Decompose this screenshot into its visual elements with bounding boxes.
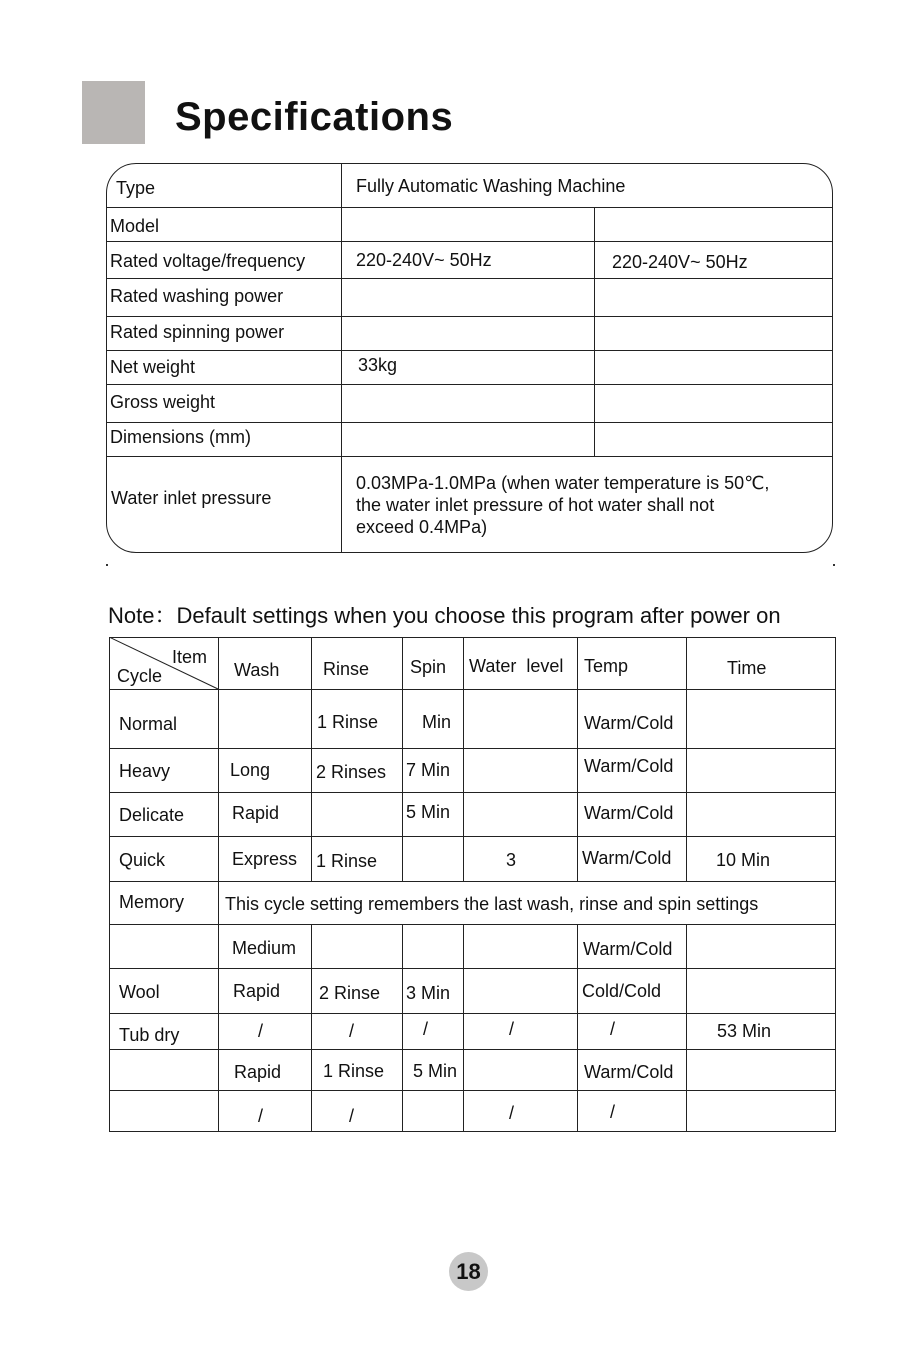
cycle-col-line (463, 637, 464, 882)
cycle-wash: / (258, 1106, 264, 1126)
cycle-name: Normal (119, 714, 178, 734)
cycle-rinse: 2 Rinse (319, 983, 381, 1003)
cycle-col-line (402, 924, 403, 1132)
cycle-spin: 7 Min (406, 760, 451, 780)
cycle-row-line (109, 1049, 836, 1050)
scan-dot (106, 564, 108, 566)
cycle-name: Tub dry (119, 1025, 180, 1045)
col-header-wash: Wash (234, 660, 280, 680)
cycle-row-line (109, 881, 836, 882)
spec-label-dimensions: Dimensions (mm) (110, 427, 252, 447)
cycle-row-line (109, 836, 836, 837)
cycle-rinse: 1 Rinse (317, 712, 379, 732)
spec-row-line (106, 278, 833, 279)
cycle-wash: Medium (232, 938, 297, 958)
cycle-rinse: 2 Rinses (316, 762, 387, 782)
cycle-temp: Warm/Cold (584, 1062, 674, 1082)
cycle-spin: 5 Min (406, 802, 451, 822)
cycle-wash: Express (232, 849, 298, 869)
spec-row-line (106, 207, 833, 208)
spec-label-model: Model (110, 216, 160, 236)
spec-divider (594, 207, 595, 457)
cycle-name: Memory (119, 892, 185, 912)
cycle-spin: / (423, 1019, 429, 1039)
col-header-time: Time (727, 658, 767, 678)
cycle-row-line (109, 924, 836, 925)
cycle-row-line (109, 792, 836, 793)
cycle-col-line (218, 637, 219, 1132)
spec-value-voltage-2: 220-240V~ 50Hz (612, 252, 748, 272)
cycle-col-line (402, 637, 403, 882)
spec-value-water-pressure: 0.03MPa-1.0MPa (when water temperature is 50℃, the water inlet pressure of hot water shall not exceed 0.4MPa) (356, 473, 770, 537)
spec-value-voltage: 220-240V~ 50Hz (356, 250, 492, 270)
spec-value-net-weight: 33kg (358, 355, 398, 375)
spec-label-gross-weight: Gross weight (110, 392, 216, 412)
cycle-spin: Min (422, 712, 452, 732)
cycle-temp: Cold/Cold (582, 981, 662, 1001)
cycle-temp: / (610, 1102, 616, 1122)
col-header-rinse: Rinse (323, 659, 370, 679)
cycle-col-line (463, 924, 464, 1132)
cycle-water-level: 3 (506, 850, 517, 870)
page-title: Specifications (175, 95, 454, 139)
cycle-memory-description: This cycle setting remembers the last wash, rinse and spin settings (225, 894, 759, 914)
cycle-rinse: 1 Rinse (316, 851, 378, 871)
spec-label-spinning-power: Rated spinning power (110, 322, 285, 342)
cycle-col-line (686, 637, 687, 882)
cycle-spin: 3 Min (406, 983, 451, 1003)
spec-row-line (106, 422, 833, 423)
cycle-rinse: / (349, 1106, 355, 1126)
cycle-water-level: / (509, 1019, 515, 1039)
scan-dot (833, 564, 835, 566)
spec-row-line (106, 350, 833, 351)
col-header-water-level: Water level (469, 656, 564, 676)
cycle-rinse: 1 Rinse (323, 1061, 385, 1081)
cycle-temp: Warm/Cold (584, 756, 674, 776)
page-number: 18 (449, 1252, 488, 1291)
cycle-rinse: / (349, 1021, 355, 1041)
cycle-time: 53 Min (717, 1021, 772, 1041)
cycle-wash: Rapid (233, 981, 281, 1001)
cycle-col-line (311, 637, 312, 882)
cycle-water-level: / (509, 1103, 515, 1123)
cycle-row-line (109, 748, 836, 749)
cycle-wash: / (258, 1021, 264, 1041)
note-text: Note：Default settings when you choose this program after power on (108, 603, 781, 628)
cycle-name: Delicate (119, 805, 185, 825)
cycle-temp: Warm/Cold (584, 713, 674, 733)
cycle-spin: 5 Min (413, 1061, 458, 1081)
cycle-temp: Warm/Cold (582, 848, 672, 868)
cycle-wash: Rapid (232, 803, 280, 823)
spec-row-line (106, 456, 833, 457)
spec-value-type: Fully Automatic Washing Machine (356, 176, 626, 196)
cycle-name: Heavy (119, 761, 171, 781)
cycle-wash: Long (230, 760, 271, 780)
spec-row-line (106, 316, 833, 317)
spec-row-line (106, 384, 833, 385)
cycle-temp: Warm/Cold (583, 939, 673, 959)
col-header-spin: Spin (410, 657, 447, 677)
spec-label-type: Type (116, 178, 156, 198)
spec-label-net-weight: Net weight (110, 357, 196, 377)
header-item: Item (172, 647, 208, 667)
cycle-row-line (109, 1090, 836, 1091)
cycle-wash: Rapid (234, 1062, 282, 1082)
cycle-row-line (109, 968, 836, 969)
col-header-temp: Temp (584, 656, 629, 676)
cycle-name: Quick (119, 850, 166, 870)
spec-divider (341, 164, 342, 552)
cycle-temp: / (610, 1019, 616, 1039)
spec-label-water-pressure: Water inlet pressure (111, 488, 272, 508)
title-marker (82, 81, 145, 144)
header-cycle: Cycle (117, 666, 163, 686)
cycle-col-line (686, 924, 687, 1132)
spec-label-washing-power: Rated washing power (110, 286, 284, 306)
cycle-col-line (311, 924, 312, 1132)
cycle-name: Wool (119, 982, 160, 1002)
spec-label-voltage: Rated voltage/frequency (110, 251, 306, 271)
cycle-temp: Warm/Cold (584, 803, 674, 823)
cycle-time: 10 Min (716, 850, 771, 870)
cycle-col-line (577, 637, 578, 882)
spec-row-line (106, 241, 833, 242)
cycle-col-line (577, 924, 578, 1132)
cycle-row-line (109, 1013, 836, 1014)
